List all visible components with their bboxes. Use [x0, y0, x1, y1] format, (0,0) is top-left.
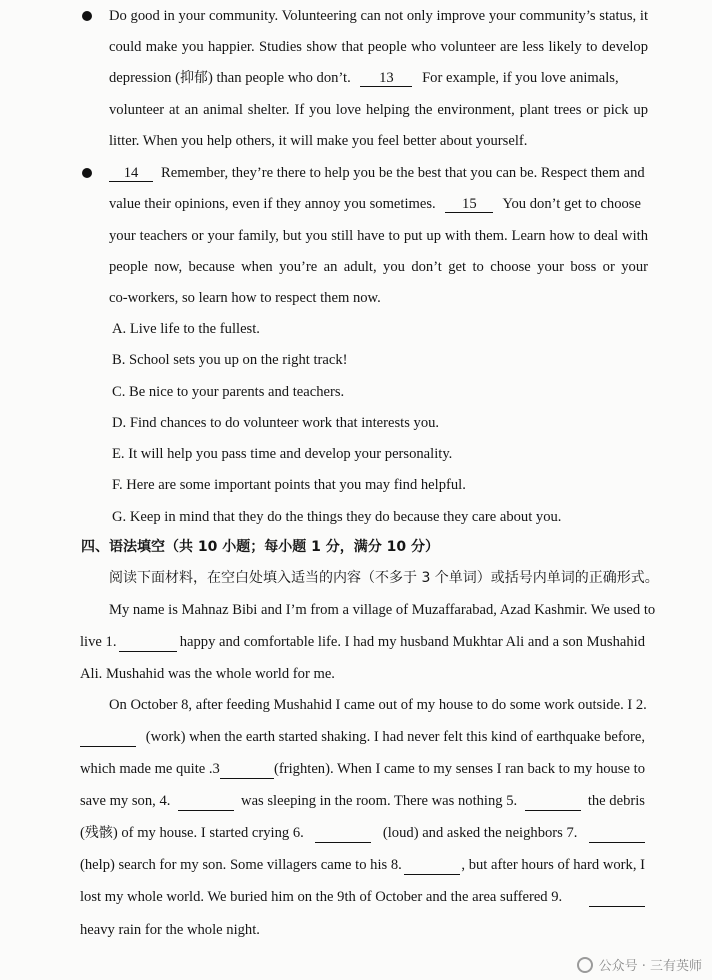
option-c: C. Be nice to your parents and teachers. — [112, 384, 345, 400]
text-segment: (help) search for my son. Some villagers came to his 8. — [80, 857, 402, 873]
option-d: D. Find chances to do volunteer work that interests you. — [112, 415, 440, 431]
text-line: volunteer at an animal shelter. If you love helping the environment, plant trees or pick up — [109, 102, 648, 118]
option-e: E. It will help you pass time and develop your personality. — [112, 446, 453, 462]
text-line — [80, 855, 645, 875]
text-line: On October 8, after feeding Mushahid I came out of my house to do some work outside. I 2. — [109, 697, 647, 713]
text-segment: depression ( — [109, 70, 180, 86]
bullet-icon — [82, 168, 92, 178]
text-segment: You don’t get to choose — [502, 196, 641, 212]
blank-3 — [220, 759, 274, 779]
blank-5 — [525, 791, 581, 811]
blank-13: 13 — [360, 70, 412, 87]
text-line — [80, 823, 645, 843]
text-segment: For example, if you love animals, — [422, 70, 619, 86]
text-line: could make you happier. Studies show that people who volunteer are less likely to develop — [109, 39, 648, 55]
text-line: Do good in your community. Volunteering can not only improve your community’s status, it — [109, 8, 648, 24]
text-segment: happy and comfortable life. I had my husband Mukhtar Ali and a son Mushahid — [179, 634, 645, 650]
text-line: people now, because when you’re an adult, you don’t get to choose your boss or your — [109, 259, 648, 275]
watermark-text: 公众号 · 三有英师 — [598, 959, 702, 974]
text-line — [109, 194, 641, 214]
text-segment: was sleeping in the room. There was nothing 5. — [241, 793, 518, 809]
blank-9 — [589, 887, 645, 907]
text-segment: value their opinions, even if they annoy you sometimes. — [109, 196, 436, 212]
chinese-gloss: 残骸 — [84, 825, 113, 841]
text-segment: ) of my house. I started crying 6. — [112, 825, 304, 841]
option-a: A. Live life to the fullest. — [112, 321, 260, 337]
option-f: F. Here are some important points that you may find helpful. — [112, 477, 466, 493]
chinese-gloss: 抑郁 — [179, 70, 208, 86]
text-line — [80, 791, 645, 811]
text-line: Ali. Mushahid was the whole world for me. — [80, 666, 335, 682]
blank-14: 14 — [109, 165, 153, 182]
option-b: B. School sets you up on the right track! — [112, 352, 348, 368]
text-line — [80, 759, 645, 779]
wechat-icon — [577, 957, 593, 973]
text-segment: (loud) and asked the neighbors 7. — [382, 825, 578, 841]
blank-15: 15 — [445, 196, 493, 213]
text-segment: , but after hours of hard work, I — [461, 857, 645, 873]
blank-6 — [315, 823, 371, 843]
text-line — [80, 887, 645, 907]
option-g: G. Keep in mind that they do the things they do because they care about you. — [112, 509, 562, 525]
blank-4 — [178, 791, 234, 811]
bullet-icon — [82, 11, 92, 21]
text-segment: which made me quite .3 — [80, 761, 220, 777]
instruction: 阅读下面材料，在空白处填入适当的内容（不多于 3 个单词）或括号内单词的正确形式。 — [109, 570, 659, 586]
text-line — [80, 727, 645, 747]
watermark — [577, 955, 702, 974]
text-segment: lost my whole world. We buried him on the 9th of October and the area suffered 9. — [80, 889, 563, 905]
section-heading: 四、语法填空（共 10 小题；每小题 1 分，满分 10 分） — [81, 539, 439, 555]
text-segment: Remember, they’re there to help you be the best that you can be. Respect them and — [161, 165, 645, 181]
text-line: your teachers or your family, but you still have to put up with them. Learn how to deal with — [109, 228, 648, 244]
text-line: heavy rain for the whole night. — [80, 922, 260, 938]
text-segment: the debris — [587, 793, 645, 809]
text-segment: ( — [80, 825, 85, 841]
text-line: co-workers, so learn how to respect them now. — [109, 290, 381, 306]
text-line — [109, 163, 645, 183]
blank-1 — [119, 632, 177, 652]
blank-7 — [589, 823, 645, 843]
blank-8 — [404, 855, 460, 875]
text-line — [80, 632, 645, 652]
text-segment: (frighten). When I came to my senses I ran back to my house to — [274, 761, 645, 777]
text-segment: ) than people who don’t. — [207, 70, 351, 86]
text-line: My name is Mahnaz Bibi and I’m from a village of Muzaffarabad, Azad Kashmir. We used to — [109, 602, 656, 618]
text-line — [109, 68, 619, 88]
text-segment: (work) when the earth started shaking. I had never felt this kind of earthquake before, — [145, 729, 645, 745]
text-line: litter. When you help others, it will make you feel better about yourself. — [109, 133, 528, 149]
text-segment: save my son, 4. — [80, 793, 171, 809]
blank-2 — [80, 727, 136, 747]
text-segment: live 1. — [80, 634, 117, 650]
